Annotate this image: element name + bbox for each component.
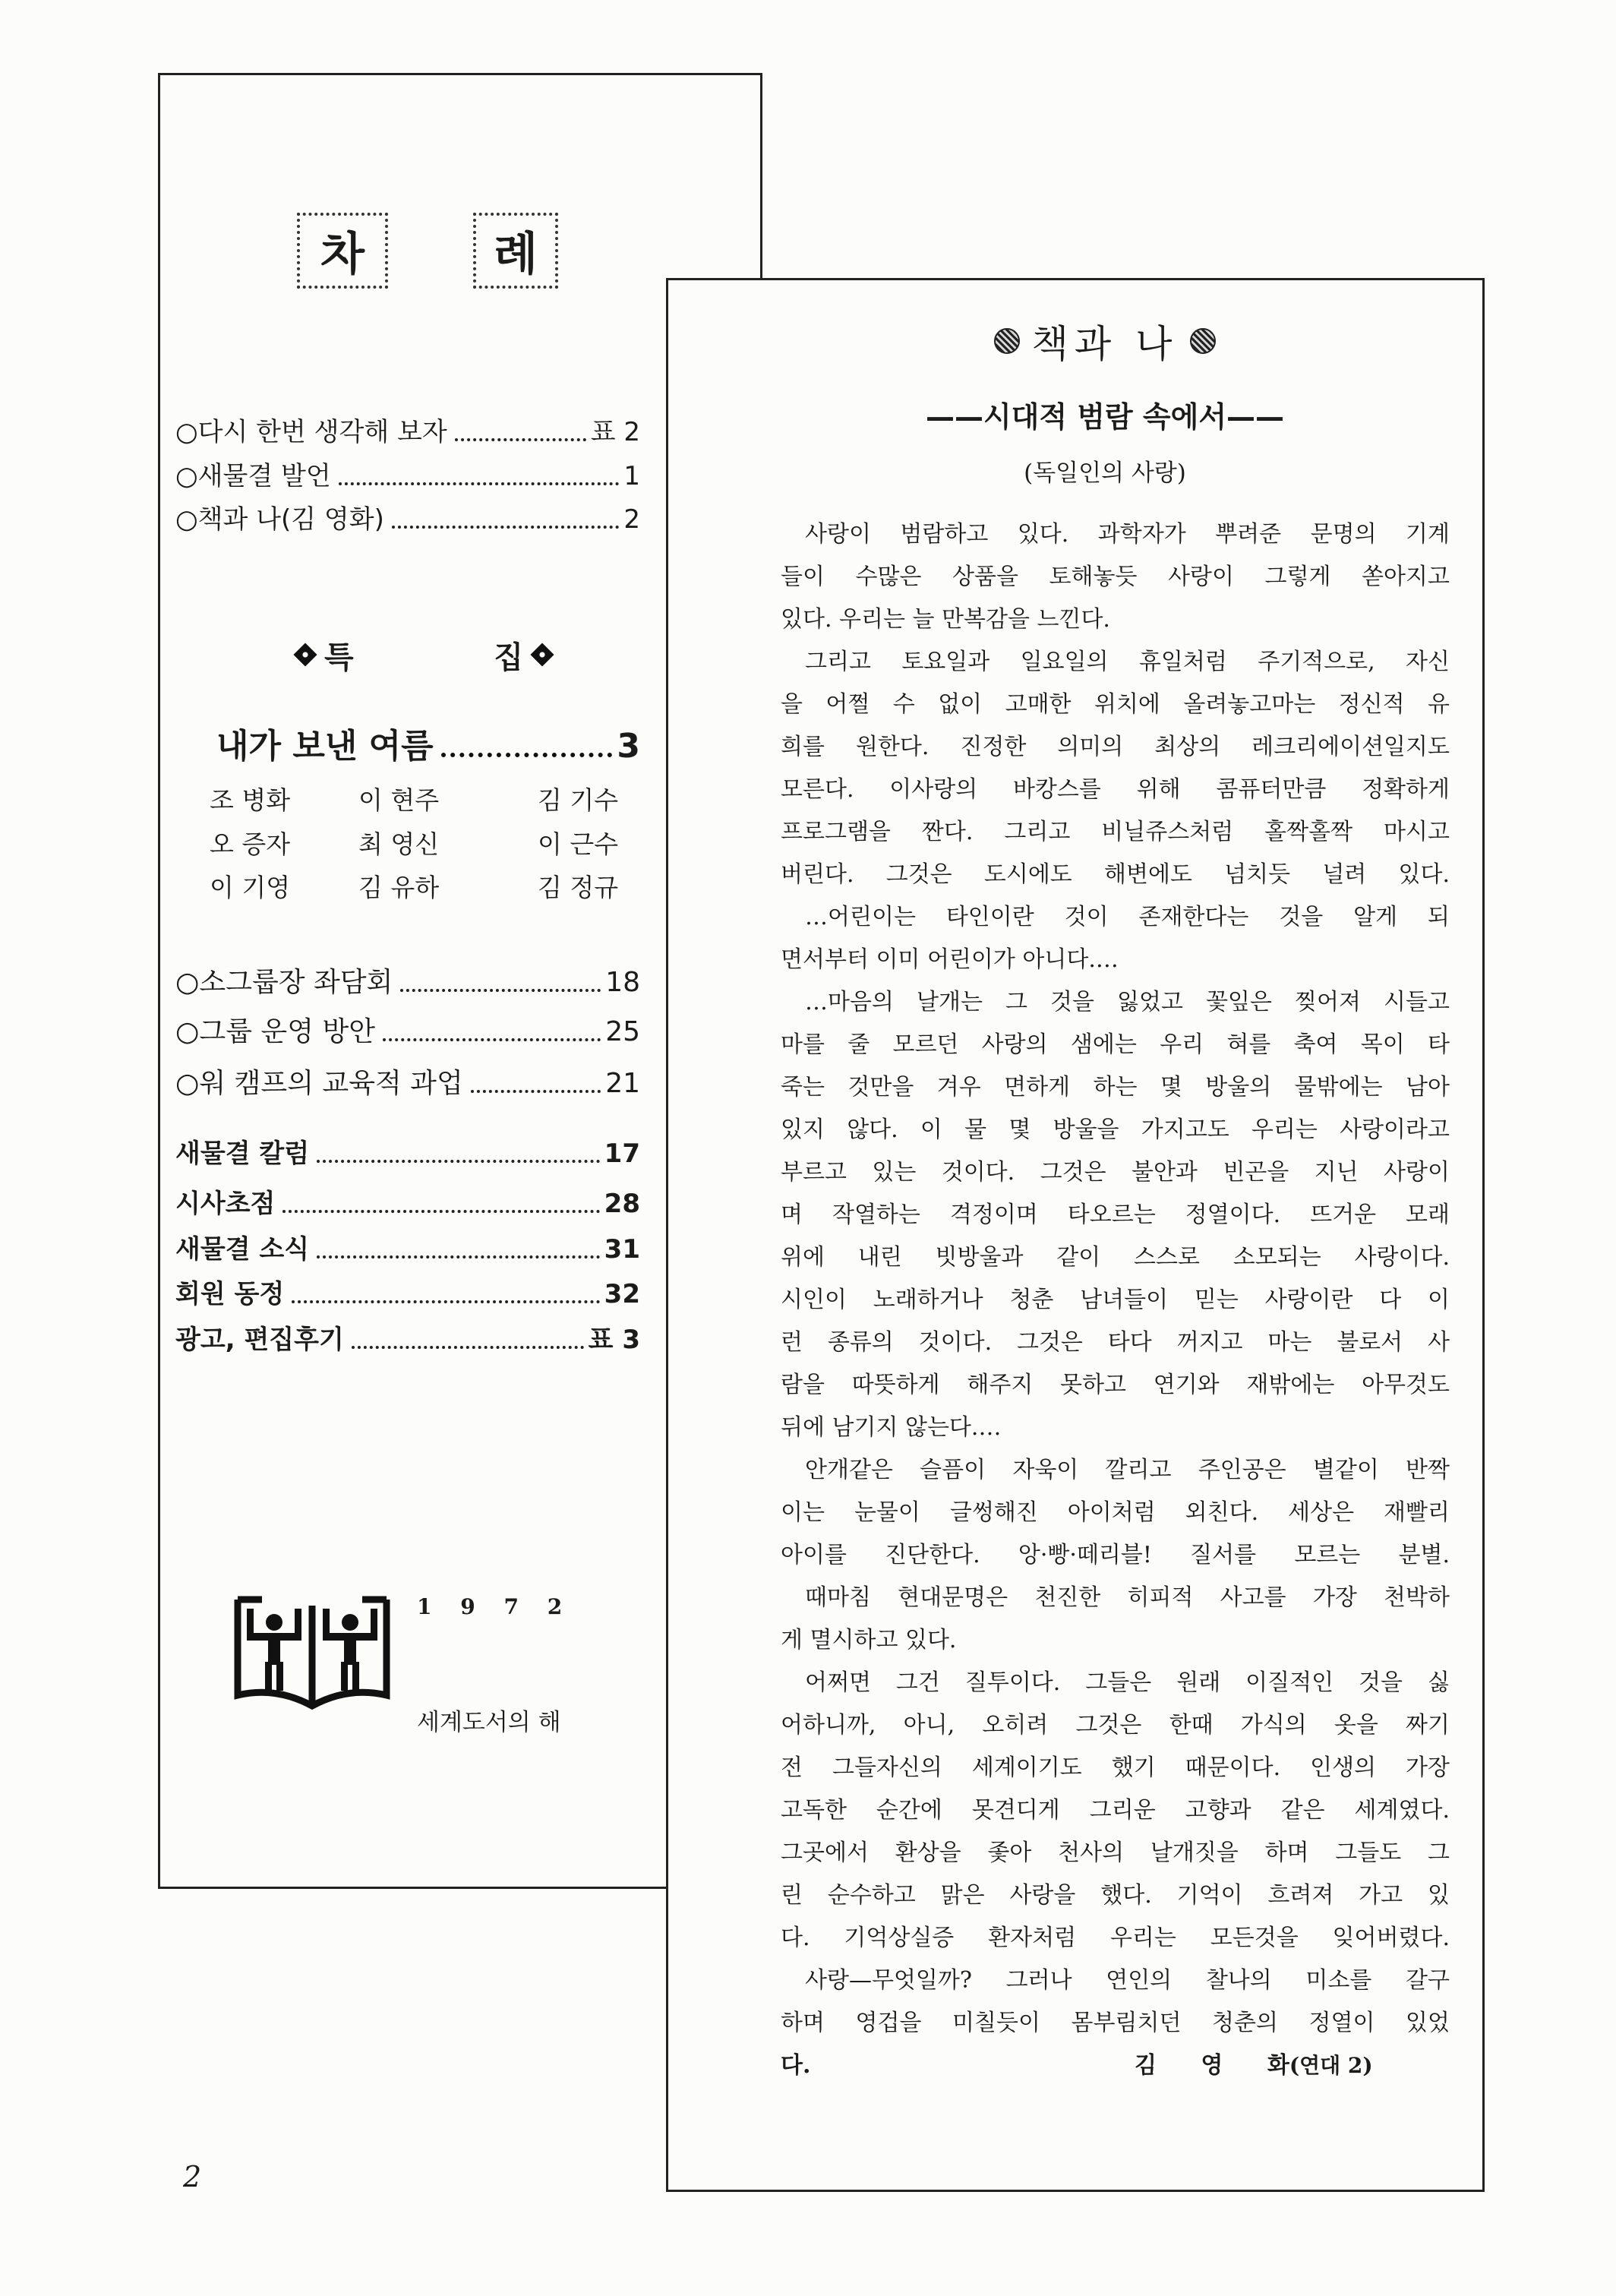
article-line: 위에 내린 빗방울과 같이 스스로 소모되는 사랑이다.: [781, 1244, 1450, 1271]
hatched-circle-icon: [1190, 328, 1216, 354]
toc-page: 3: [617, 727, 640, 766]
article-line: …마음의 날개는 그 것을 잃었고 꽃잎은 찢어져 시들고: [805, 989, 1450, 1015]
article-line: 면서부터 이미 어린이가 아니다.…: [781, 946, 1119, 973]
toc-page: 2: [623, 504, 640, 535]
article-body: [781, 513, 1450, 2087]
article-line: 아이를 진단한다. 앙·빵·떼리블! 질서를 모르는 분별.: [781, 1542, 1450, 1568]
article-line: 있지 않다. 이 물 몇 방울을 가지고도 우리는 사랑이라고: [781, 1116, 1450, 1143]
toc-item: [175, 1185, 640, 1223]
dot-leader: [352, 1346, 584, 1349]
toc-item: [175, 1065, 640, 1103]
toc-title: 광고, 편집후기: [175, 1325, 344, 1355]
dot-leader: [339, 482, 620, 485]
toc-page: 21: [605, 1068, 640, 1099]
toc-item: [175, 457, 640, 495]
toc-item: [175, 964, 640, 1002]
article-line: 하며 영겁을 미칠듯이 몸부림치던 청춘의 정열이 있었: [781, 2010, 1450, 2036]
diamond-icon: [293, 643, 317, 666]
article-line: 시인이 노래하거나 청춘 남녀들이 믿는 사랑이란 다 이: [781, 1287, 1450, 1313]
article-line: 어쩌면 그건 질투이다. 그들은 원래 이질적인 것을 싫: [805, 1669, 1450, 1696]
article-line: 어하니까, 아니, 오히려 그것은 한때 가식의 옷을 짜기: [781, 1712, 1450, 1739]
article-subtitle: ——시대적 범람 속에서——: [925, 400, 1285, 434]
toc-title: 새물결 칼럼: [175, 1139, 310, 1169]
toc-feature-item: [216, 724, 640, 769]
contributor-name: 김 기수: [538, 785, 619, 815]
article-line: 런 종류의 것이다. 그것은 타다 꺼지고 마는 불로서 사: [781, 1329, 1450, 1356]
article-line: 프로그램을 짠다. 그리고 비닐쥬스처럼 홀짝홀짝 마시고: [781, 819, 1450, 845]
article-line: 다.: [781, 2052, 811, 2079]
article-line: 모른다. 이사랑의 바캉스를 위해 콤퓨터만큼 정확하게: [781, 776, 1450, 803]
article-line: 며 작열하는 격정이며 타오르는 정열이다. 뜨거운 모래: [781, 1202, 1450, 1228]
special-label-char-2: 집: [494, 640, 523, 675]
toc-page: 17: [604, 1139, 640, 1169]
article-line: 마를 줄 모르던 사랑의 샘에는 우리 혀를 축여 목이 타: [781, 1031, 1450, 1058]
left-figure: [247, 1609, 301, 1691]
toc-title: 다시 한번 생각해 보자: [197, 417, 447, 447]
toc-title: 회원 동정: [175, 1279, 285, 1309]
toc-page: 표 3: [588, 1325, 640, 1355]
dot-leader: [317, 1255, 600, 1259]
author-affiliation: (연대 2): [1289, 2053, 1373, 2078]
author-signature: [1135, 2045, 1373, 2087]
toc-page: 31: [604, 1234, 640, 1265]
article-line: …어린이는 타인이란 것이 존재한다는 것을 알게 되: [805, 904, 1450, 930]
article-line: 다. 기억상실증 환자처럼 우리는 모든것을 잊어버렸다.: [781, 1925, 1450, 1951]
article-line: 죽는 것만을 겨우 면하게 하는 몇 방울의 물밖에는 남아: [781, 1074, 1450, 1101]
author-name: 김 영 화: [1135, 2052, 1308, 2079]
toc-title: 새물결 소식: [175, 1234, 310, 1265]
hatched-circle-icon: [994, 328, 1020, 354]
contributor-name: 최 영신: [358, 829, 440, 859]
dot-leader: [392, 526, 619, 529]
contributor-name: 오 증자: [210, 829, 291, 859]
toc-title: 새물결 발언: [197, 461, 331, 491]
article-paragraph: [781, 1662, 1450, 1960]
toc-item: [175, 501, 640, 538]
contributor-name: 이 현주: [358, 785, 440, 815]
article-line: 사랑—무엇일까? 그러나 연인의 찰나의 미소를 갈구: [805, 1967, 1450, 1994]
article-line: 린 순수하고 맑은 사랑을 했다. 기억이 흐려져 가고 있: [781, 1882, 1450, 1909]
emblem-caption: 세계도서의 해: [417, 1709, 561, 1736]
toc-title: 그룹 운영 방안: [199, 1016, 375, 1047]
special-label-char-1: 특: [324, 640, 354, 675]
article-line: 안개같은 슬픔이 자욱이 깔리고 주인공은 별같이 반짝: [805, 1457, 1450, 1483]
dot-leader: [383, 1038, 601, 1041]
toc-item: [175, 1275, 640, 1313]
contributor-name: 이 기영: [210, 873, 291, 902]
toc-page: 28: [604, 1189, 640, 1219]
dot-leader: [292, 1300, 599, 1303]
article-line: 을 어쩔 수 없이 고매한 위치에 올려놓고마는 정신적 유: [781, 691, 1450, 718]
article-line: 그리고 토요일과 일요일의 휴일처럼 주기적으로, 자신: [805, 649, 1450, 675]
diamond-icon: [530, 643, 554, 666]
toc-bullet: ○: [175, 417, 198, 447]
toc-item: [175, 1013, 640, 1051]
open-book-outline: [238, 1600, 387, 1706]
page-number: 2: [183, 2160, 202, 2193]
contributor-name: 조 병화: [210, 785, 291, 815]
article-paragraph: [781, 1449, 1450, 1577]
article-title-text: 책과 나: [1031, 322, 1179, 366]
contents-heading-char-1: 차: [297, 213, 388, 289]
toc-bullet: ○: [175, 1068, 200, 1099]
contents-heading-char-2: 례: [473, 213, 558, 289]
article-line: 부르고 있는 것이다. 그것은 불안과 빈곤을 지닌 사랑이: [781, 1159, 1450, 1186]
toc-page: 25: [605, 1016, 640, 1047]
toc-bullet: ○: [175, 504, 198, 535]
dot-leader: [455, 438, 586, 441]
dot-leader: [282, 1210, 599, 1213]
book-year-logo: [232, 1589, 393, 1713]
contributor-name: 이 근수: [538, 829, 619, 859]
article-line: 때마침 현대문명은 천진한 히피적 사고를 가장 천박하: [805, 1584, 1450, 1611]
article-paragraph: [781, 896, 1450, 981]
contributor-name: 김 유하: [358, 873, 440, 902]
article-paragraph: [781, 1960, 1450, 2087]
emblem-year: 1 9 7 2: [417, 1594, 573, 1619]
toc-title: 책과 나(김 영화): [197, 504, 384, 535]
right-figure: [323, 1609, 377, 1691]
article-line: 들이 수많은 상품을 토해놓듯 사랑이 그렇게 쏟아지고: [781, 564, 1450, 590]
toc-title: 내가 보낸 여름: [216, 727, 434, 766]
toc-title: 워 캠프의 교육적 과업: [199, 1068, 463, 1099]
toc-bullet: ○: [175, 967, 200, 998]
toc-page: 표 2: [590, 417, 640, 447]
toc-item: [175, 1321, 640, 1359]
article-paragraph: [781, 1577, 1450, 1662]
toc-item: [175, 1230, 640, 1268]
article-line: 버린다. 그것은 도시에도 해변에도 넘치듯 널려 있다.: [781, 861, 1450, 888]
article-line: 고독한 순간에 못견디게 그리운 고향과 같은 세계였다.: [781, 1797, 1450, 1824]
article-paragraph: [781, 513, 1450, 641]
article-subject: (독일인의 사랑): [1024, 460, 1186, 487]
toc-item: [175, 1135, 640, 1173]
contributor-list: [210, 778, 640, 910]
dot-leader: [317, 1160, 600, 1163]
dot-leader: [471, 1090, 601, 1093]
article-line: 전 그들자신의 세계이기도 했기 때문이다. 인생의 가장: [781, 1754, 1450, 1781]
dot-leader: [441, 753, 613, 757]
article-paragraph: [781, 981, 1450, 1449]
toc-page: 32: [604, 1279, 640, 1309]
article-line: 뒤에 남기지 않는다.…: [781, 1414, 1002, 1441]
toc-bullet: ○: [175, 1016, 200, 1047]
article-line: 사랑이 범람하고 있다. 과학자가 뿌려준 문명의 기계: [805, 521, 1450, 548]
article-line: 이는 눈물이 글썽해진 아이처럼 외친다. 세상은 재빨리: [781, 1499, 1450, 1526]
toc-bullet: ○: [175, 461, 198, 491]
article-line: 람을 따뜻하게 해주지 못하고 연기와 재밖에는 아무것도: [781, 1372, 1450, 1398]
special-section-label: [297, 635, 551, 674]
article-last-line: [781, 2045, 1450, 2087]
toc-title: 소그룹장 좌담회: [199, 967, 393, 998]
toc-page: 18: [605, 967, 640, 998]
toc-item: [175, 413, 640, 451]
article-title: [759, 314, 1450, 368]
article-paragraph: [781, 641, 1450, 896]
article-line: 희를 원한다. 진정한 의미의 최상의 레크리에이션일지도: [781, 734, 1450, 760]
contributor-name: 김 정규: [538, 873, 619, 902]
article-line: 있다. 우리는 늘 만복감을 느낀다.: [781, 606, 1110, 633]
article-line: 게 멸시하고 있다.: [781, 1627, 957, 1653]
dot-leader: [400, 989, 601, 992]
toc-title: 시사초점: [175, 1189, 276, 1219]
toc-page: 1: [623, 461, 640, 491]
article-line: 그곳에서 환상을 좇아 천사의 날개짓을 하며 그들도 그: [781, 1840, 1450, 1866]
